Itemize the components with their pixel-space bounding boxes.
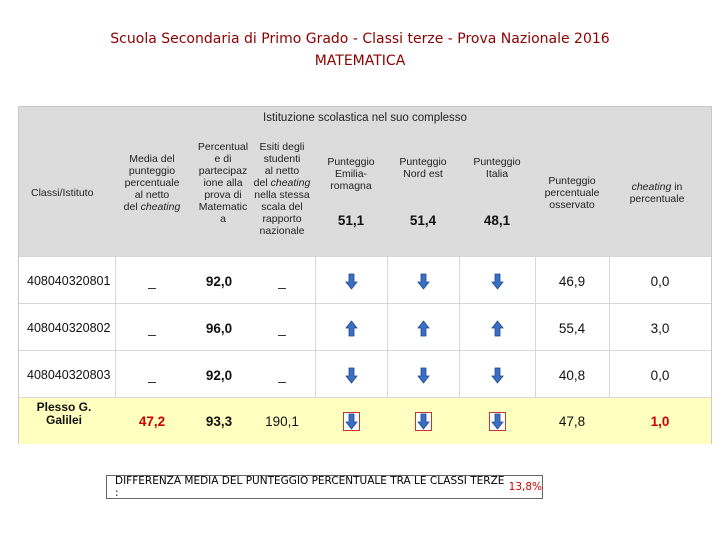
cell-cheating: 0,0 xyxy=(650,367,670,383)
cell-media: _ xyxy=(148,367,156,383)
cell-cheating: 0,0 xyxy=(650,273,670,289)
header-cheating: cheating in percentuale xyxy=(629,181,685,205)
cell-cmp-nordest xyxy=(387,351,459,399)
cell-percentuale: 96,0 xyxy=(205,320,233,336)
cell-osservato: 47,8 xyxy=(558,413,586,429)
cell-classe: Plesso G. Galilei xyxy=(36,400,92,427)
cell-classe: 408040320801 xyxy=(27,274,111,288)
arrow-up-icon xyxy=(491,320,504,337)
cell-cmp-emilia xyxy=(315,304,387,352)
arrow-frame xyxy=(343,412,360,431)
cell-percentuale: 92,0 xyxy=(205,367,233,383)
arrow-frame xyxy=(415,412,432,431)
cell-media: 47,2 xyxy=(138,413,166,429)
cell-cheating: 1,0 xyxy=(650,413,670,429)
arrow-down-icon xyxy=(417,367,430,384)
cell-cmp-nordest xyxy=(387,257,459,305)
arrow-down-icon xyxy=(491,367,504,384)
cell-esiti: _ xyxy=(278,367,286,383)
table-row xyxy=(19,256,711,305)
arrow-up-icon xyxy=(345,320,358,337)
table-row-total xyxy=(19,397,711,444)
arrow-down-icon xyxy=(417,413,430,430)
title-line-1: Scuola Secondaria di Primo Grado - Classi terze - Prova Nazionale 2016 xyxy=(110,31,610,47)
cell-cmp-emilia xyxy=(315,257,387,305)
score-nordest: 51,4 xyxy=(409,213,437,228)
arrow-down-icon xyxy=(345,367,358,384)
cell-cmp-emilia xyxy=(315,398,387,444)
header-italia: Punteggio Italia xyxy=(473,156,521,180)
header-esiti: Esiti degli studenti al netto del cheating nella stessa scala del rapporto nazionale xyxy=(253,141,311,237)
header-nordest: Punteggio Nord est xyxy=(399,156,447,180)
cell-media: _ xyxy=(148,273,156,289)
arrow-down-icon xyxy=(491,413,504,430)
cell-esiti: _ xyxy=(278,273,286,289)
header-emilia: Punteggio Emilia- romagna xyxy=(327,156,375,192)
cell-esiti: _ xyxy=(278,320,286,336)
cell-cmp-nordest xyxy=(387,304,459,352)
table-row xyxy=(19,303,711,352)
arrow-frame xyxy=(489,412,506,431)
cell-osservato: 55,4 xyxy=(558,320,586,336)
results-table xyxy=(18,106,712,444)
cell-osservato: 40,8 xyxy=(558,367,586,383)
cell-esiti: 190,1 xyxy=(265,413,299,429)
difference-label: DIFFERENZA MEDIA DEL PUNTEGGIO PERCENTUALE TRA LE CLASSI TERZE : xyxy=(115,475,505,499)
arrow-down-icon xyxy=(345,413,358,430)
arrow-up-icon xyxy=(417,320,430,337)
cell-cheating: 3,0 xyxy=(650,320,670,336)
table-header xyxy=(19,107,711,256)
score-emilia: 51,1 xyxy=(337,213,365,228)
difference-value: 13,8% xyxy=(508,481,542,493)
cell-classe: 408040320802 xyxy=(27,321,111,335)
cell-percentuale: 92,0 xyxy=(205,273,233,289)
cell-media: _ xyxy=(148,320,156,336)
table-caption: Istituzione scolastica nel suo complesso xyxy=(263,112,467,124)
header-osservato: Punteggio percentuale osservato xyxy=(544,175,600,211)
cell-cmp-italia xyxy=(459,398,535,444)
header-classi: Classi/Istituto xyxy=(31,187,94,199)
cell-cmp-italia xyxy=(459,351,535,399)
page-title xyxy=(0,28,720,72)
table-row xyxy=(19,350,711,399)
header-percentuale: Percentual e di partecipaz ione alla prova di Matematic a xyxy=(197,141,249,225)
cell-classe: 408040320803 xyxy=(27,368,111,382)
cell-cmp-nordest xyxy=(387,398,459,444)
score-italia: 48,1 xyxy=(483,213,511,228)
cell-cmp-italia xyxy=(459,257,535,305)
header-media: Media del punteggio percentuale al netto del cheating xyxy=(123,153,181,213)
difference-box xyxy=(106,475,543,499)
cell-osservato: 46,9 xyxy=(558,273,586,289)
cell-cmp-emilia xyxy=(315,351,387,399)
arrow-down-icon xyxy=(345,273,358,290)
arrow-down-icon xyxy=(417,273,430,290)
cell-percentuale: 93,3 xyxy=(205,413,233,429)
arrow-down-icon xyxy=(491,273,504,290)
title-line-2: MATEMATICA xyxy=(314,53,406,69)
cell-cmp-italia xyxy=(459,304,535,352)
